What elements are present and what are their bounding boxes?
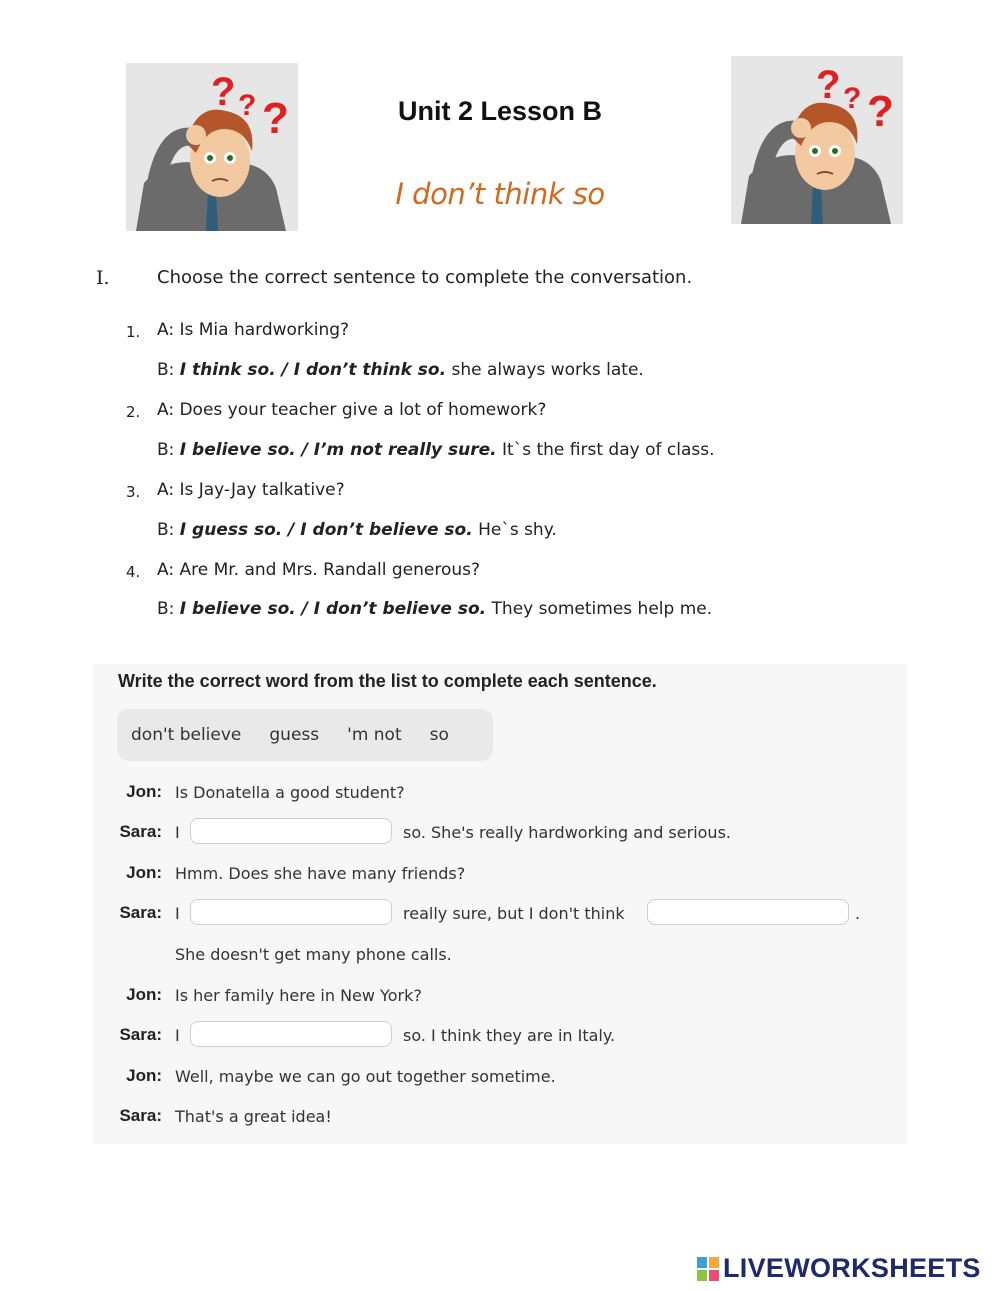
speaker-label: Jon: <box>126 1066 162 1085</box>
dialog-line-end: . <box>855 904 861 923</box>
answer-b-prefix: B: <box>157 440 180 460</box>
item-number: 2. <box>126 403 141 421</box>
confused-man-icon <box>731 56 903 224</box>
word-bank-item: so <box>429 725 449 745</box>
confused-man-icon <box>126 63 298 231</box>
answer-b-prefix: B: <box>157 599 180 619</box>
svg-text:?: ? <box>211 70 236 114</box>
question-a: A: Is Mia hardworking? <box>157 320 350 340</box>
dialog-line: That's a great idea! <box>175 1107 332 1126</box>
answer-b-rest: They sometimes help me. <box>486 599 713 619</box>
answer-b-rest: It`s the first day of class. <box>496 440 715 460</box>
section-numeral: I. <box>96 267 110 289</box>
answer-blank-2[interactable] <box>190 899 392 925</box>
answer-options[interactable]: I believe so. / I don’t believe so. <box>179 599 487 619</box>
answer-b <box>157 360 644 380</box>
speaker-label: Jon: <box>126 782 162 801</box>
answer-blank-3[interactable] <box>647 899 849 925</box>
word-bank-item: 'm not <box>347 725 402 745</box>
word-bank <box>117 709 493 761</box>
dialog-line-post: so. She's really hardworking and serious. <box>403 823 731 842</box>
answer-options[interactable]: I believe so. / I’m not really sure. <box>179 440 497 460</box>
speaker-label: Jon: <box>126 863 162 882</box>
speaker-label: Sara: <box>119 1106 162 1125</box>
liveworksheets-logo-icon <box>696 1256 720 1282</box>
dialog-line: Is Donatella a good student? <box>175 783 405 802</box>
answer-b <box>157 440 714 460</box>
dialog-line-post: so. I think they are in Italy. <box>403 1026 616 1045</box>
answer-options[interactable]: I guess so. / I don’t believe so. <box>179 520 473 540</box>
dialog-line: Hmm. Does she have many friends? <box>175 864 466 883</box>
section1-instruction: Choose the correct sentence to complete the conversation. <box>157 267 693 288</box>
speaker-label: Sara: <box>119 822 162 841</box>
svg-text:?: ? <box>262 94 289 143</box>
question-a: A: Are Mr. and Mrs. Randall generous? <box>157 560 481 580</box>
page-title: Unit 2 Lesson B <box>397 96 603 126</box>
item-number: 4. <box>126 563 141 581</box>
speaker-label: Sara: <box>119 1025 162 1044</box>
question-a: A: Does your teacher give a lot of homework? <box>157 400 547 420</box>
item-number: 1. <box>126 323 141 341</box>
answer-b-rest: He`s shy. <box>472 520 557 540</box>
question-a: A: Is Jay-Jay talkative? <box>157 480 345 500</box>
answer-b <box>157 599 712 619</box>
dialog-line-mid: really sure, but I don't think <box>403 904 625 923</box>
liveworksheets-brand[interactable] <box>696 1253 981 1284</box>
dialog-line-pre: I <box>175 1026 180 1045</box>
answer-blank-4[interactable] <box>190 1021 392 1047</box>
section2-instruction: Write the correct word from the list to complete each sentence. <box>118 671 657 691</box>
dialog-line: Is her family here in New York? <box>175 986 422 1005</box>
item-number: 3. <box>126 483 141 501</box>
svg-text:?: ? <box>238 89 257 122</box>
speaker-label: Jon: <box>126 985 162 1004</box>
word-bank-item: don't believe <box>131 725 242 745</box>
dialog-line-pre: I <box>175 823 180 842</box>
brand-name: LIVEWORKSHEETS <box>723 1253 981 1283</box>
word-bank-item: guess <box>269 725 320 745</box>
answer-b-rest: she always works late. <box>446 360 644 380</box>
page-subtitle: I don’t think so <box>395 177 605 211</box>
answer-b <box>157 520 557 540</box>
svg-text:?: ? <box>843 82 862 115</box>
dialog-line-pre: I <box>175 904 180 923</box>
answer-b-prefix: B: <box>157 520 180 540</box>
svg-text:?: ? <box>816 63 841 107</box>
answer-options[interactable]: I think so. / I don’t think so. <box>179 360 447 380</box>
left-confused-man-picture <box>126 63 298 231</box>
svg-text:?: ? <box>867 87 894 136</box>
dialog-line: Well, maybe we can go out together sometime. <box>175 1067 556 1086</box>
speaker-label: Sara: <box>119 903 162 922</box>
dialog-line: She doesn't get many phone calls. <box>175 945 452 964</box>
answer-blank-1[interactable] <box>190 818 392 844</box>
right-confused-man-picture <box>731 56 903 224</box>
answer-b-prefix: B: <box>157 360 180 380</box>
